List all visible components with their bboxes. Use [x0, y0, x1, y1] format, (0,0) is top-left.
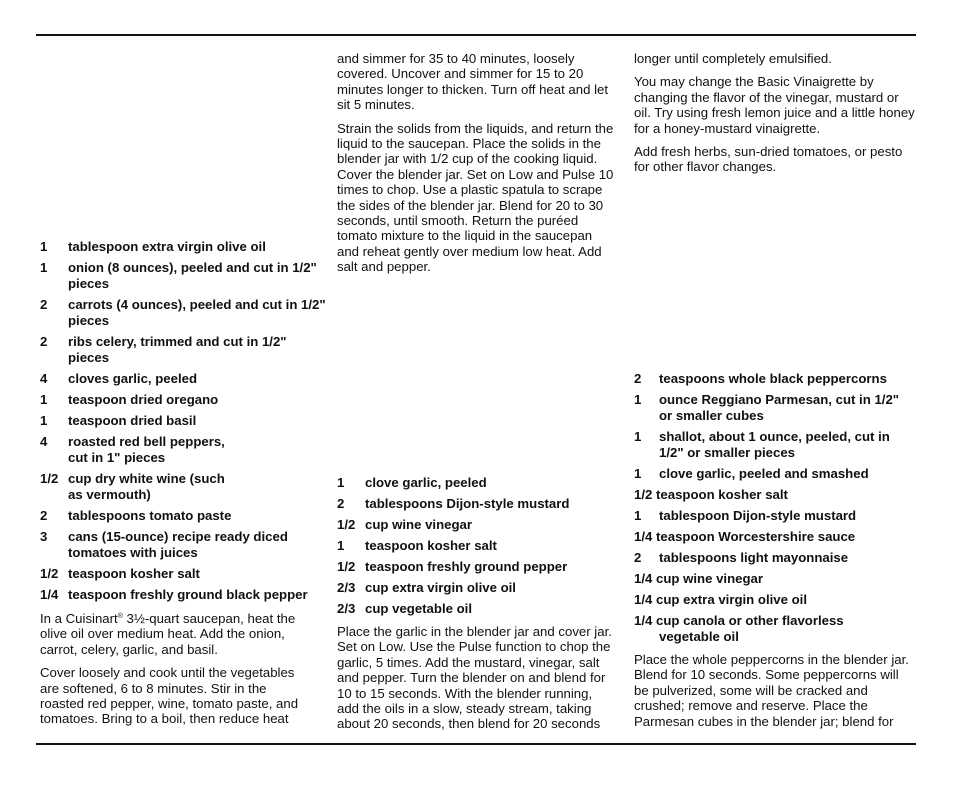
ingredient — [40, 260, 330, 292]
ingredient-qty: 2 — [634, 371, 642, 386]
ingredient-qty: 2/3 — [337, 601, 356, 616]
ingredient-text: teaspoon kosher salt — [365, 538, 497, 553]
ingredient — [40, 371, 330, 387]
ingredient-text: cup extra virgin olive oil — [656, 592, 807, 607]
ingredient — [40, 529, 330, 561]
ingredient — [40, 587, 330, 603]
ingredient — [40, 334, 298, 366]
ingredient-qty: 1/4 — [634, 613, 653, 628]
ingredient — [634, 613, 889, 645]
ingredient-text: cup canola or other flavorless vegetable oil — [656, 613, 844, 644]
ingredient — [634, 429, 914, 461]
ingredient-text: cup wine vinegar — [365, 517, 472, 532]
ingredient-qty: 1 — [634, 429, 642, 444]
ingredient-text: cup wine vinegar — [656, 571, 764, 586]
ingredient-text: teaspoons whole black peppercorns — [659, 371, 887, 386]
ingredient-qty: 2 — [634, 550, 642, 565]
ingredient-qty: 1/4 — [634, 571, 653, 586]
ingredient — [337, 601, 627, 617]
instruction-paragraph: Place the whole peppercorns in the blender jar. Blend for 10 seconds. Some peppercorns will be pulverized, some will be cracked and crushed; remove and reserve. Place the Parmesan cubes in the blender jar; blend for — [634, 652, 909, 729]
ingredient-text: cup extra virgin olive oil — [365, 580, 516, 595]
registered-mark: ® — [117, 613, 123, 620]
ingredient-text: tablespoons light mayonnaise — [659, 550, 849, 565]
instruction-paragraph: Strain the solids from the liquids, and return the liquid to the saucepan. Place the solids in the blender jar with 1/2 cup of the cooking liquid. Cover the blender jar. Set on Low and Pulse 10 times to chop. Use a plastic spatula to scrape the sides of the blender jar. Blend for 20 to 30 seconds, until smooth. Return the puréed tomato mixture to the liquid in the saucepan and reheat gently over medium low heat. Add salt and pepper. — [337, 120, 614, 275]
ingredient-qty: 2 — [40, 297, 48, 312]
instruction-paragraph: Cover loosely and cook until the vegetables are softened, 6 to 8 minutes. Stir in the roasted red pepper, wine, tomato paste, and tomatoes. Bring to a boil, then reduce heat — [40, 665, 299, 727]
ingredient-text: shallot, about 1 ounce, peeled, cut in 1/2" or smaller pieces — [659, 429, 890, 460]
ingredient-qty: 1/4 — [634, 529, 653, 544]
col2-top-instructions — [337, 51, 617, 283]
col2-bottom-instructions — [337, 624, 617, 740]
ingredient-qty: 4 — [40, 434, 48, 449]
ingredient-text: teaspoon dried oregano — [68, 392, 219, 407]
ingredient-text: teaspoon freshly ground black pepper — [68, 587, 308, 602]
ingredient — [634, 571, 916, 587]
ingredient — [337, 580, 627, 596]
ingredient-text: ribs celery, trimmed and cut in 1/2" pieces — [68, 334, 287, 365]
ingredient — [634, 392, 914, 424]
ingredient-qty: 4 — [40, 371, 48, 386]
ingredient-text: tablespoon Dijon-style mustard — [659, 508, 857, 523]
ingredient — [337, 559, 627, 575]
ingredient-text: clove garlic, peeled — [365, 475, 487, 490]
ingredient — [40, 239, 330, 255]
ingredient-text: teaspoon kosher salt — [656, 487, 788, 502]
ingredient-text: onion (8 ounces), peeled and cut in 1/2" pieces — [68, 260, 317, 291]
ingredient-qty: 1/4 — [40, 587, 59, 602]
ingredient — [634, 592, 916, 608]
ingredient — [634, 508, 916, 524]
ingredient — [634, 466, 916, 482]
col1-instructions — [40, 609, 312, 735]
bottom-rule — [36, 743, 916, 745]
ingredient-text: cans (15-ounce) recipe ready diced tomatoes with juices — [68, 529, 288, 560]
ingredient — [337, 475, 627, 491]
ingredient-qty: 1 — [40, 260, 48, 275]
col3-ingredient-list — [634, 371, 916, 650]
ingredient-qty: 1 — [634, 508, 642, 523]
ingredient-text: ounce Reggiano Parmesan, cut in 1/2" or smaller cubes — [659, 392, 900, 423]
ingredient-text: roasted red bell peppers, cut in 1" pieces — [68, 434, 225, 465]
ingredient-text: tablespoons Dijon-style mustard — [365, 496, 570, 511]
ingredient-qty: 1/2 — [40, 566, 59, 581]
instruction-paragraph: and simmer for 35 to 40 minutes, loosely covered. Uncover and simmer for 15 to 20 minutes longer to thicken. Turn off heat and let sit 5 minutes. — [337, 51, 608, 113]
ingredient-text: teaspoon freshly ground pepper — [365, 559, 568, 574]
ingredient-text: tablespoons tomato paste — [68, 508, 232, 523]
ingredient-qty: 2 — [337, 496, 345, 511]
ingredient-qty: 3 — [40, 529, 48, 544]
ingredient-qty: 1/2 — [40, 471, 59, 486]
ingredient-qty: 1/2 — [337, 517, 356, 532]
ingredient — [40, 413, 330, 429]
ingredient — [634, 529, 916, 545]
instruction-paragraph: Add fresh herbs, sun-dried tomatoes, or pesto for other flavor changes. — [634, 144, 903, 175]
ingredient-qty: 1 — [40, 392, 48, 407]
ingredient-qty: 1 — [634, 466, 642, 481]
ingredient — [337, 517, 627, 533]
ingredient-qty: 1/2 — [634, 487, 653, 502]
top-rule — [36, 34, 916, 36]
ingredient-qty: 1 — [40, 239, 48, 254]
ingredient-qty: 2 — [40, 334, 48, 349]
instruction-paragraph: longer until completely emulsified. — [634, 51, 832, 66]
col2-ingredient-list — [337, 475, 627, 622]
ingredient — [40, 434, 248, 466]
ingredient-text: carrots (4 ounces), peeled and cut in 1/2" pieces — [68, 297, 326, 328]
ingredient-text: cup dry white wine (such as vermouth) — [68, 471, 225, 502]
ingredient-text: clove garlic, peeled and smashed — [659, 466, 869, 481]
ingredient — [40, 508, 330, 524]
ingredient-qty: 2/3 — [337, 580, 356, 595]
ingredient-text: cloves garlic, peeled — [68, 371, 198, 386]
ingredient-text: teaspoon kosher salt — [68, 566, 200, 581]
ingredient-text: teaspoon dried basil — [68, 413, 197, 428]
ingredient-text: tablespoon extra virgin olive oil — [68, 239, 266, 254]
ingredient — [40, 471, 228, 503]
ingredient-text: cup vegetable oil — [365, 601, 472, 616]
ingredient-text: teaspoon Worcestershire sauce — [656, 529, 856, 544]
col3-bottom-instructions — [634, 652, 916, 737]
ingredient — [337, 538, 627, 554]
ingredient — [40, 392, 330, 408]
ingredient-qty: 1 — [40, 413, 48, 428]
ingredient — [634, 487, 916, 503]
col1-ingredient-list — [40, 239, 330, 608]
ingredient-qty: 1/4 — [634, 592, 653, 607]
ingredient — [337, 496, 627, 512]
instruction-paragraph: Place the garlic in the blender jar and cover jar. Set on Low. Use the Pulse function to chop the garlic, 5 times. Add the mustard, vinegar, salt and pepper. Turn the blender on and blend for 10 to 15 seconds. With the blender running, add the oils in a slow, steady stream, taking about 20 seconds, then blend for 20 seconds — [337, 624, 612, 732]
ingredient — [40, 297, 330, 329]
col3-top-instructions — [634, 51, 916, 183]
ingredient — [634, 550, 916, 566]
instruction-paragraph: In a Cuisinart® 3½-quart saucepan, heat the olive oil over medium heat. Add the onion, carrot, celery, garlic, and basil. — [40, 611, 296, 657]
ingredient-qty: 2 — [40, 508, 48, 523]
ingredient-qty: 1 — [337, 475, 345, 490]
ingredient-qty: 1/2 — [337, 559, 356, 574]
ingredient — [634, 371, 916, 387]
instruction-paragraph: You may change the Basic Vinaigrette by changing the flavor of the vinegar, mustard or oil. Try using fresh lemon juice and a little honey for a honey-mustard vinaigrette. — [634, 74, 915, 136]
ingredient-qty: 1 — [634, 392, 642, 407]
ingredient — [40, 566, 330, 582]
ingredient-qty: 1 — [337, 538, 345, 553]
